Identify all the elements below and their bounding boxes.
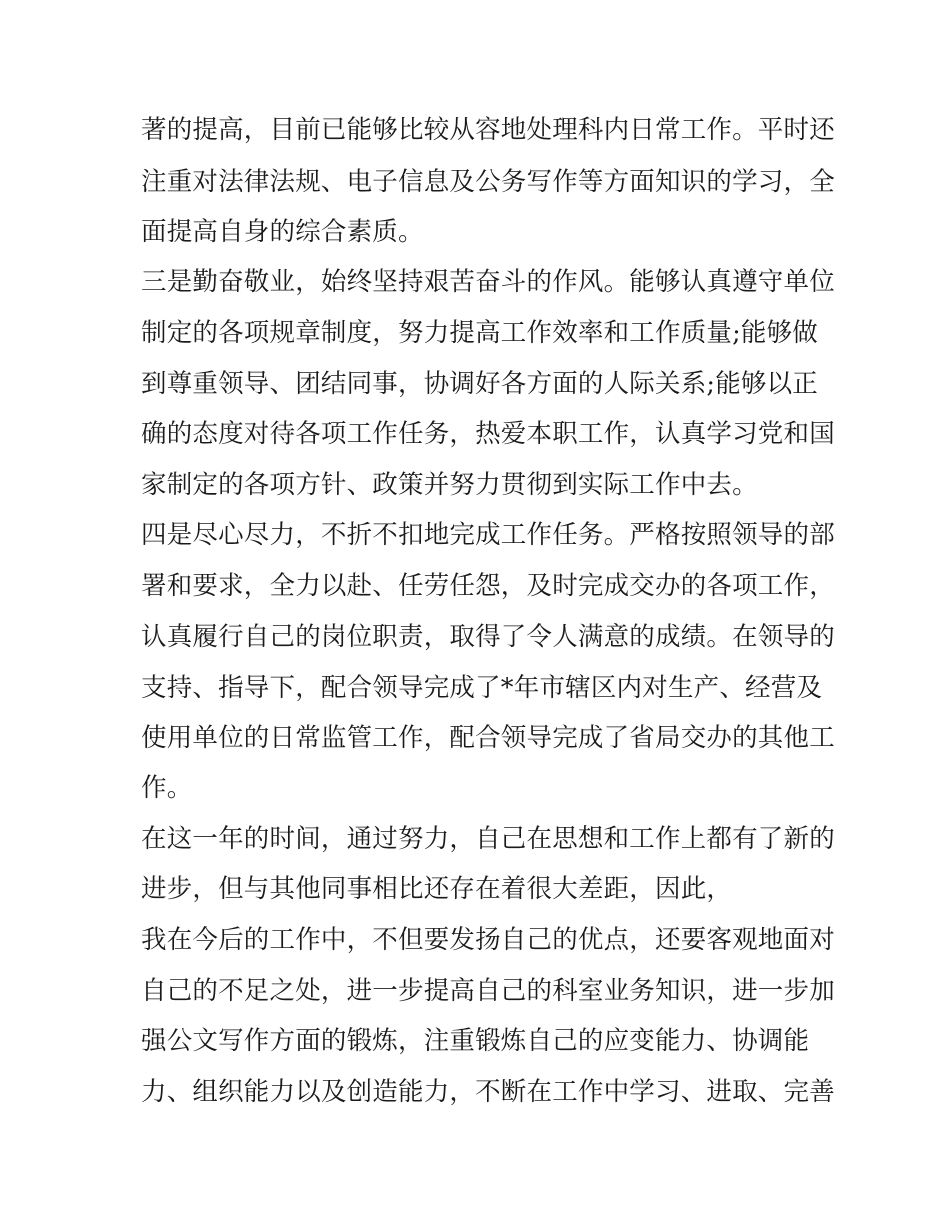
text-line: 著的提高，目前已能够比较从容地处理科内日常工作。平时还 <box>141 115 835 145</box>
text-line: 支持、指导下，配合领导完成了*年市辖区内对生产、经营及 <box>141 673 823 703</box>
text-line: 署和要求，全力以赴、任劳任怨，及时完成交办的各项工作， <box>141 571 835 601</box>
text-line: 进步，但与其他同事相比还存在着很大差距，因此， <box>141 874 733 904</box>
text-line: 在这一年的时间，通过努力，自己在思想和工作上都有了新的 <box>141 824 835 854</box>
text-line: 注重对法律法规、电子信息及公务写作等方面知识的学习，全 <box>141 167 835 197</box>
text-line: 自己的不足之处，进一步提高自己的科室业务知识，进一步加 <box>141 976 835 1006</box>
text-line: 作。 <box>141 773 193 803</box>
text-line: 家制定的各项方针、政策并努力贯彻到实际工作中去。 <box>141 470 758 500</box>
text-line: 四是尽心尽力，不折不扣地完成工作任务。严格按照领导的部 <box>141 520 835 550</box>
text-line: 认真履行自己的岗位职责，取得了令人满意的成绩。在领导的 <box>141 622 835 652</box>
text-line: 确的态度对待各项工作任务，热爱本职工作，认真学习党和国 <box>141 419 835 449</box>
text-line: 三是勤奋敬业，始终坚持艰苦奋斗的作风。能够认真遵守单位 <box>141 267 835 297</box>
text-line: 力、组织能力以及创造能力，不断在工作中学习、进取、完善 <box>141 1077 835 1107</box>
text-line: 使用单位的日常监管工作，配合领导完成了省局交办的其他工 <box>141 723 835 753</box>
text-line: 面提高自身的综合素质。 <box>141 217 424 247</box>
text-line: 到尊重领导、团结同事，协调好各方面的人际关系;能够以正 <box>141 369 818 399</box>
text-line: 强公文写作方面的锻炼，注重锻炼自己的应变能力、协调能 <box>141 1026 810 1056</box>
text-line: 制定的各项规章制度，努力提高工作效率和工作质量;能够做 <box>141 318 818 348</box>
text-line: 我在今后的工作中，不但要发扬自己的优点，还要客观地面对 <box>141 925 835 955</box>
